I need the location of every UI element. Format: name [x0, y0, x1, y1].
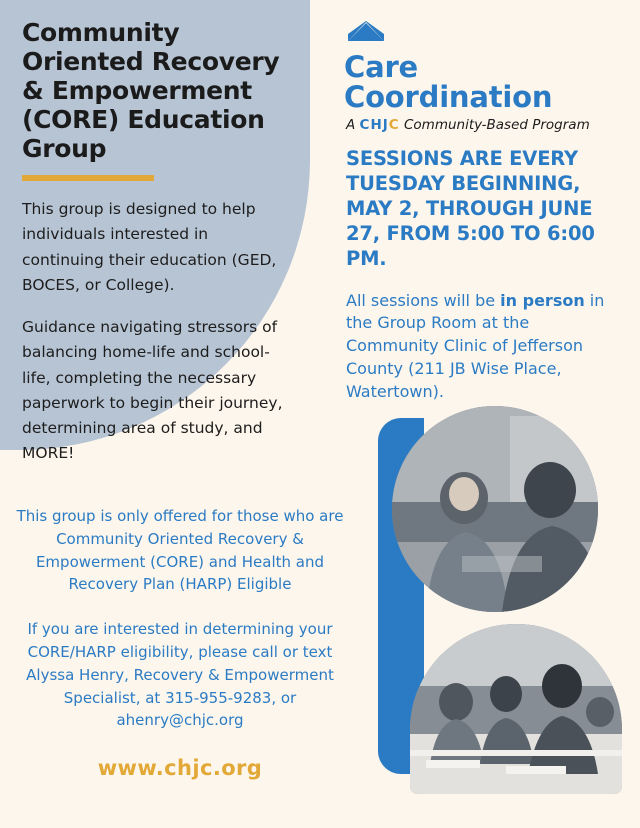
page-title: Community Oriented Recovery & Empowerment (CORE) Education Group: [22, 18, 280, 163]
program-tagline: [346, 117, 626, 133]
chjc-logo-text-gold: C: [388, 116, 400, 133]
eligibility-text: This group is only offered for those who are Community Oriented Recovery & Empowerment (CORE) and Health and Recovery Plan (HARP) Eligible: [16, 507, 344, 594]
tagline-prefix: A: [346, 116, 360, 133]
two-people-talking-photo: [392, 406, 598, 612]
website-link[interactable]: www.chjc.org: [97, 756, 263, 781]
program-title: Care Coordination: [344, 50, 553, 115]
location-post: in the Group Room at the Community Clinic of Jefferson County (211 JB Wise Place, Watertown).: [346, 290, 605, 401]
intro-paragraph: This group is designed to help individuals interested in continuing their education (GED, BOCES, or College).: [22, 200, 277, 294]
chjc-logo-text-blue: CHJ: [359, 116, 389, 133]
location-pre: All sessions will be: [346, 290, 501, 310]
left-content-column: [0, 0, 330, 484]
gold-divider: [22, 175, 154, 181]
right-content-column: [340, 0, 640, 415]
session-schedule: SESSIONS ARE EVERY TUESDAY BEGINNING, MAY 2, THROUGH JUNE 27, FROM 5:00 TO 6:00 PM.: [346, 146, 595, 270]
contact-text: If you are interested in determining your CORE/HARP eligibility, please call or text Alyssa Henry, Recovery & Empowerment Specialist, at 315-955-9283, or ahenry@chjc.org: [26, 620, 334, 730]
guidance-paragraph: Guidance navigating stressors of balancing home-life and school-life, completing the necessary paperwork to begin their journey, determining area of study, and MORE!: [22, 318, 283, 463]
chevron-up-icon: [346, 20, 386, 42]
location-emphasis: in person: [500, 290, 585, 310]
location-details: [346, 290, 626, 404]
tagline-suffix: Community-Based Program: [399, 116, 590, 133]
eligibility-contact-block: [0, 505, 360, 780]
